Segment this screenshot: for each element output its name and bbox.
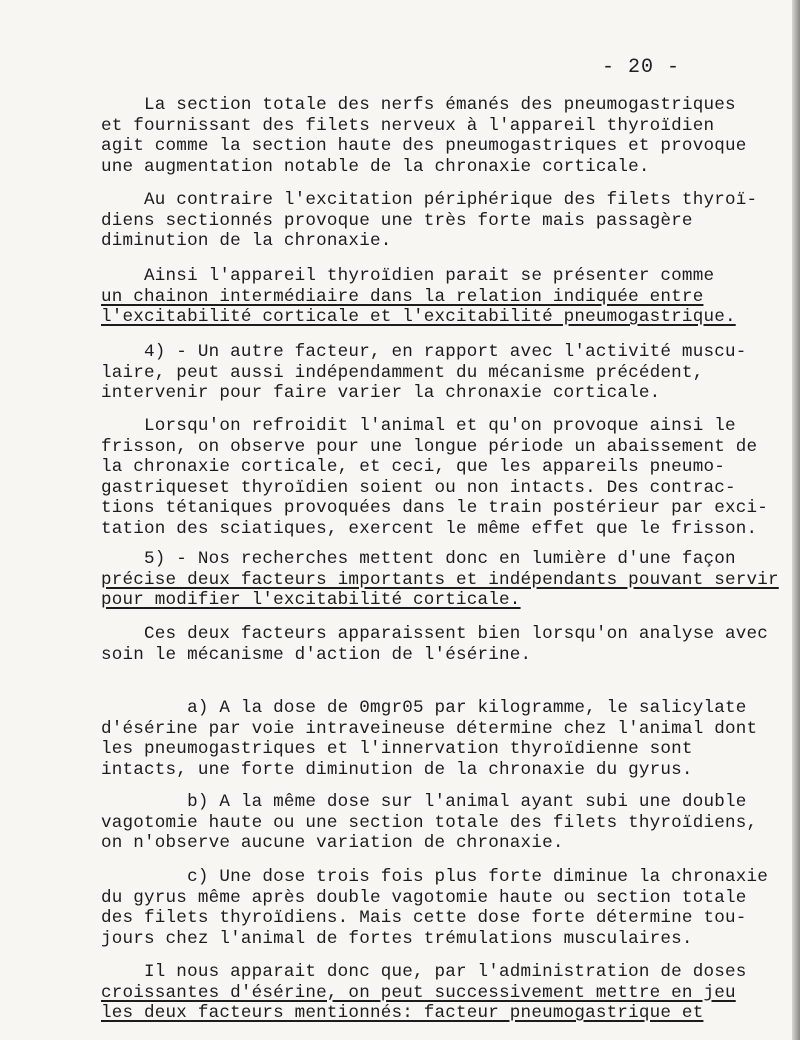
text-line: intervenir pour faire varier la chronaxie corticale. xyxy=(101,383,661,403)
text-line: tions tétaniques provoquées dans le train postérieur par exci- xyxy=(101,498,768,518)
text-line: Au contraire l'excitation périphérique des filets thyroï- xyxy=(101,190,758,210)
text-line: c) Une dose trois fois plus forte diminue la chronaxie xyxy=(101,867,768,887)
paragraph-1 xyxy=(101,95,791,177)
text-line: les deux facteurs mentionnés: facteur pneumogastrique et xyxy=(101,1003,704,1023)
text-line: vagotomie haute ou une section totale des filets thyroïdiens, xyxy=(101,812,758,833)
text-line: on n'observe aucune variation de chronaxie. xyxy=(101,833,564,853)
text-line: Ainsi l'appareil thyroïdien parait se présenter comme xyxy=(101,266,715,286)
text-line: a) A la dose de 0mgr05 par kilogramme, le salicylate xyxy=(101,698,747,718)
text-line: Lorsqu'on refroidit l'animal et qu'on provoque ainsi le xyxy=(101,416,736,436)
text-line: laire, peut aussi indépendamment du mécanisme précédent, xyxy=(101,362,704,383)
text-line: une augmentation notable de la chronaxie corticale. xyxy=(101,156,650,177)
text-line: pour modifier l'excitabilité corticale. xyxy=(101,590,521,610)
text-line: La section totale des nerfs émanés des pneumogastriques xyxy=(101,95,736,115)
paragraph-7 xyxy=(101,624,791,665)
paragraph-4 xyxy=(101,342,791,404)
paragraph-6-underlined xyxy=(101,549,791,611)
text-line: l'excitabilité corticale et l'excitabilité pneumogastrique. xyxy=(101,307,736,327)
text-line: Ces deux facteurs apparaissent bien lorsqu'on analyse avec xyxy=(101,624,768,644)
text-line: d'ésérine par voie intraveineuse détermine chez l'animal dont xyxy=(101,718,758,739)
text-line: diens sectionnés provoque une très forte mais passagère xyxy=(101,210,693,231)
text-line: des filets thyroïdiens. Mais cette dose forte détermine tou- xyxy=(101,908,747,928)
paragraph-2 xyxy=(101,190,791,252)
text-line: la chronaxie corticale, et ceci, que les appareils pneumo- xyxy=(101,457,725,477)
text-line: agit comme la section haute des pneumogastriques et provoque xyxy=(101,136,747,156)
text-line: précise deux facteurs importants et indépendants pouvant servir xyxy=(101,569,779,590)
paragraph-item-a xyxy=(101,698,791,780)
text-line: gastriqueset thyroïdien soient ou non intacts. Des contrac- xyxy=(101,477,736,498)
text-line: soin le mécanisme d'action de l'ésérine. xyxy=(101,644,532,665)
paragraph-item-c xyxy=(101,867,791,949)
text-line: croissantes d'ésérine, on peut successivement mettre en jeu xyxy=(101,982,736,1003)
text-line: frisson, on observe pour une longue période un abaissement de xyxy=(101,436,758,457)
text-line: un chainon intermédiaire dans la relation indiquée entre xyxy=(101,286,704,307)
paragraph-5 xyxy=(101,416,791,539)
text-line: les pneumogastriques et l'innervation thyroïdienne sont xyxy=(101,739,693,759)
text-line: et fournissant des filets nerveux à l'appareil thyroïdien xyxy=(101,115,715,136)
text-line: 5) - Nos recherches mettent donc en lumière d'une façon xyxy=(101,549,736,569)
text-line: Il nous apparait donc que, par l'administration de doses xyxy=(101,962,747,982)
paragraph-item-b xyxy=(101,792,791,854)
page-number: - 20 - xyxy=(602,56,681,79)
text-line: 4) - Un autre facteur, en rapport avec l'activité muscu- xyxy=(101,342,747,362)
text-line: jours chez l'animal de fortes trémulations musculaires. xyxy=(101,928,693,949)
text-line: tation des sciatiques, exercent le même effet que le frisson. xyxy=(101,518,758,539)
text-line: du gyrus même après double vagotomie haute ou section totale xyxy=(101,887,747,908)
page-edge xyxy=(792,0,800,1040)
paragraph-conclusion xyxy=(101,962,791,1024)
text-line: b) A la même dose sur l'animal ayant subi une double xyxy=(101,792,747,812)
text-line: intacts, une forte diminution de la chronaxie du gyrus. xyxy=(101,759,693,780)
paragraph-3-underlined xyxy=(101,266,791,328)
text-line: diminution de la chronaxie. xyxy=(101,231,392,251)
